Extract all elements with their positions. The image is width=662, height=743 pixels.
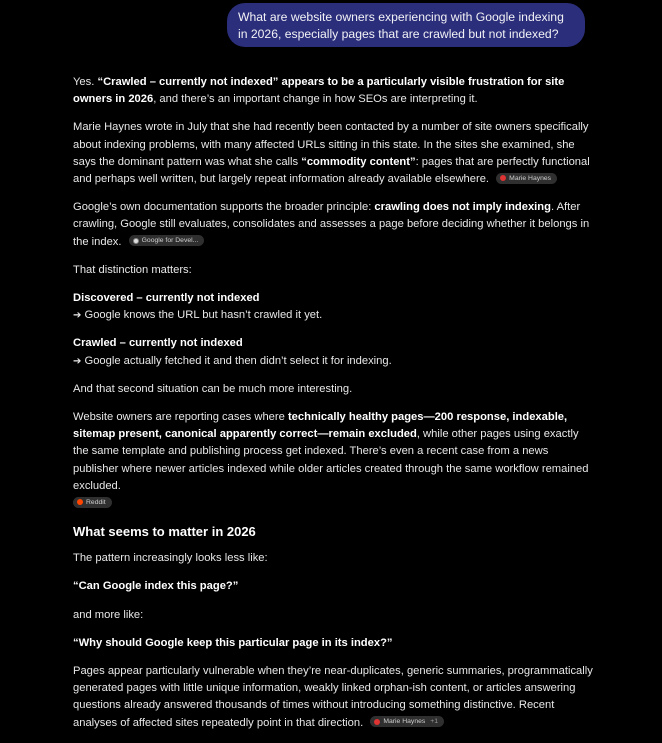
citation-label: Google for Devel... (141, 237, 199, 245)
paragraph-quote-1 (73, 578, 593, 595)
text: : pages that are perfectly functional and perhaps well written, but largely repeat information already available elsewhere. (73, 155, 590, 186)
bold-text: Crawled – currently not indexed (73, 337, 243, 350)
text: , while other pages using exactly the same template and publishing process get indexed. There’s even a recent case from a news publisher where newer articles indexed while older articles created through the same workflow remained excluded. (73, 428, 589, 492)
text: Website owners are reporting cases where (73, 411, 288, 424)
text: Yes. (73, 76, 98, 88)
paragraph-distinction: That distinction matters: (73, 263, 192, 276)
paragraph-discovered (73, 290, 593, 324)
citation-chip-reddit[interactable] (73, 497, 112, 508)
citation-chip-marie-haynes[interactable] (496, 173, 557, 184)
bold-text: “Crawled – currently not indexed” appears to be a particularly visible frustration for site owners in 2026 (73, 76, 565, 106)
citation-extra-count: +1 (430, 718, 439, 726)
bold-text: “commodity content” (301, 155, 416, 168)
text: Pages appear particularly vulnerable when they’re near-duplicates, generic summaries, programmatically generated pages with little unique information, weakly linked orphan-ish content, or articles answering questions already answered thousands of times without introducing something distinctive. Recent analyses of affected sites repeatedly point in that direction. (73, 665, 593, 729)
pin-icon (373, 717, 381, 725)
text: Google’s own documentation supports the broader principle: (73, 201, 375, 214)
paragraph-intro (73, 74, 593, 108)
assistant-response (73, 74, 593, 743)
citation-label: Reddit (86, 498, 106, 506)
citation-label: Marie Haynes (383, 718, 426, 726)
paragraph-marie-haynes (73, 119, 593, 188)
paragraph-website-owners (73, 409, 593, 512)
text: Marie Haynes wrote in July that she had recently been contacted by a number of site owners specifically about indexing problems, with many affected URLs sitting in this state. In the sites she examined, she says the dominant pattern was what she calls (73, 121, 589, 168)
bold-text: “Can Google index this page?” (73, 580, 239, 593)
paragraph-quote-2 (73, 635, 593, 652)
user-message-text: What are website owners experiencing with Google indexing in 2026, especially pages that are crawled but not indexed? (238, 10, 564, 41)
text: Google knows the URL but hasn’t crawled it yet. (81, 309, 323, 322)
bold-text: “Why should Google keep this particular page in its index?” (73, 636, 393, 649)
citation-chip-marie-haynes-2[interactable] (370, 716, 444, 727)
text: Google actually fetched it and then didn’t select it for indexing. (81, 354, 392, 367)
arrow-icon: ➔ (73, 310, 82, 322)
bold-text: crawling does not imply indexing (374, 201, 551, 214)
arrow-icon: ➔ (73, 355, 82, 367)
citation-label: Marie Haynes (509, 174, 552, 182)
reddit-icon (77, 499, 83, 505)
user-message-bubble (227, 3, 585, 47)
pin-icon (499, 174, 507, 182)
text: , and there’s an important change in how SEOs are interpreting it. (153, 93, 478, 106)
paragraph-crawled (73, 335, 593, 369)
google-icon (133, 238, 139, 244)
bold-text: technically healthy pages—200 response, indexable, sitemap present, canonical apparently correct—remain excluded (73, 411, 568, 441)
text: . After crawling, Google still evaluates, consolidates and assesses a page before deciding whether it belongs in the index. (73, 201, 590, 248)
section-heading: What seems to matter in 2026 (73, 524, 256, 540)
citation-chip-google[interactable] (129, 235, 205, 246)
paragraph-more-like: and more like: (73, 608, 144, 621)
paragraph-second-situation: And that second situation can be much more interesting. (73, 382, 353, 395)
paragraph-vulnerable (73, 663, 593, 732)
bold-text: Discovered – currently not indexed (73, 292, 260, 305)
paragraph-pattern: The pattern increasingly looks less like: (73, 552, 268, 565)
paragraph-google-docs (73, 199, 593, 251)
